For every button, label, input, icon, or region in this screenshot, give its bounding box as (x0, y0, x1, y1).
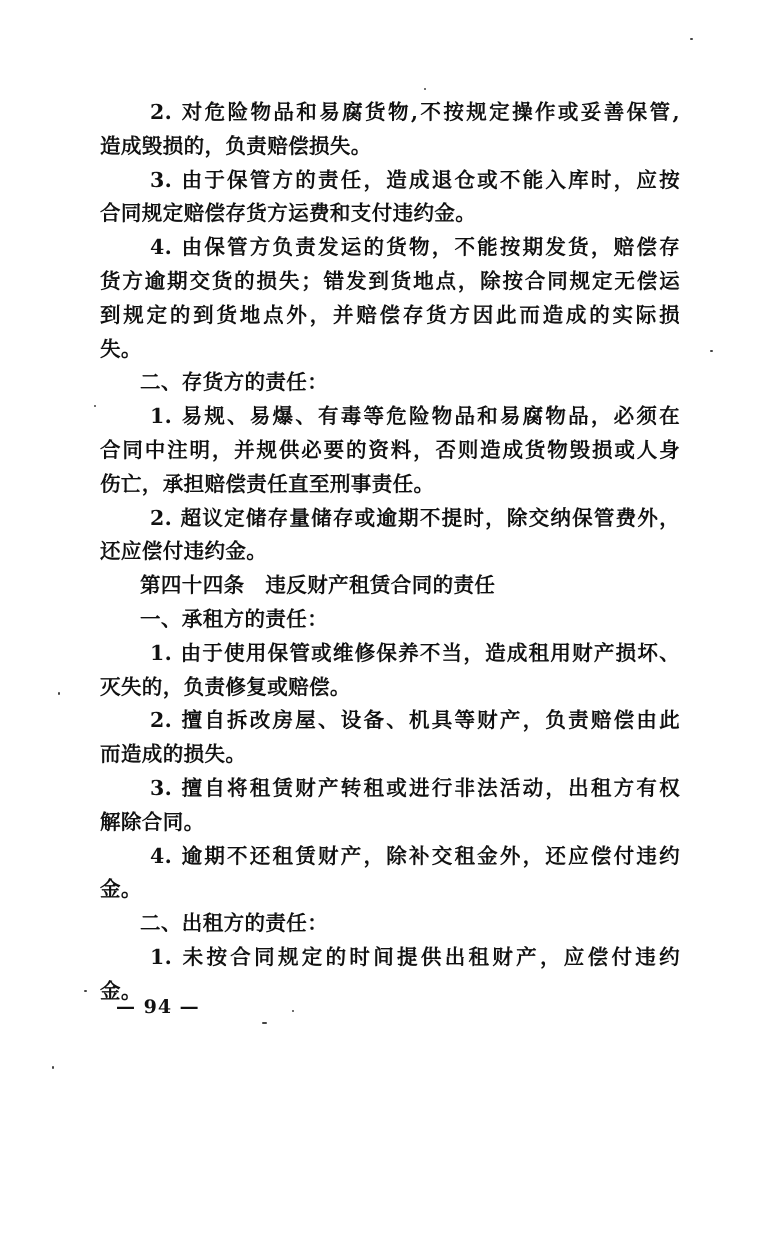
scan-speck (262, 1022, 267, 1024)
paragraph-line: 还应偿付违约金。 (100, 539, 268, 564)
paragraph-line: 1. 由于使用保管或维修保养不当，造成租用财产损坏、 (150, 640, 680, 665)
scan-speck (292, 1010, 294, 1012)
paragraph-line: 4. 逾期不还租赁财产，除补交租金外，还应偿付违约 (150, 843, 680, 868)
article-heading: 第四十四条 违反财产租赁合同的责任 (140, 573, 496, 598)
paragraph-line: 2. 超议定储存量储存或逾期不提时，除交纳保管费外， (150, 505, 680, 530)
section-heading: 二、出租方的责任： (140, 911, 329, 936)
scan-speck (84, 990, 87, 992)
paragraph-line: 解除合同。 (100, 809, 205, 834)
scan-speck (690, 38, 693, 40)
paragraph-line: 2. 对危险物品和易腐货物,不按规定操作或妥善保管, (150, 100, 680, 124)
paragraph-line: 1. 易规、易爆、有毒等危险物品和易腐物品，必须在 (150, 404, 680, 429)
scan-speck (52, 1066, 54, 1069)
paragraph-line: 1. 未按合同规定的时间提供出租财产，应偿付违约 (150, 944, 680, 969)
scan-speck (424, 88, 426, 90)
paragraph-line: 伤亡，承担赔偿责任直至刑事责任。 (100, 471, 435, 496)
paragraph-line: 灭失的，负责修复或赔偿。 (100, 674, 351, 699)
section-heading: 二、存货方的责任： (140, 370, 329, 395)
page-number: — 94 — (116, 996, 200, 1018)
paragraph-line: 合同规定赔偿存货方运费和支付违约金。 (100, 201, 477, 226)
paragraph-line: 金。 (100, 978, 142, 1003)
paragraph-line: 货方逾期交货的损失；错发到货地点，除按合同规定无偿运 (100, 268, 680, 293)
paragraph-line: 而造成的损失。 (100, 742, 247, 767)
paragraph-line: 失。 (100, 336, 142, 361)
paragraph-line: 4. 由保管方负责发运的货物，不能按期发货，赔偿存 (150, 235, 680, 260)
paragraph-line: 2. 擅自拆改房屋、设备、机具等财产，负责赔偿由此 (150, 708, 680, 733)
paragraph-line: 3. 由于保管方的责任，造成退仓或不能入库时，应按 (150, 167, 680, 192)
scan-speck (58, 692, 60, 695)
body-text (100, 96, 680, 1009)
scan-speck (710, 350, 713, 352)
paragraph-line: 合同中注明，并规供必要的资料，否则造成货物毁损或人身 (100, 437, 680, 462)
paragraph-line: 金。 (100, 877, 142, 902)
paragraph-line: 到规定的到货地点外，并赔偿存货方因此而造成的实际损 (100, 302, 680, 327)
paragraph-line: 3. 擅自将租赁财产转租或进行非法活动，出租方有权 (150, 775, 680, 800)
section-heading: 一、承租方的责任： (140, 606, 329, 631)
scan-speck (94, 405, 96, 407)
paragraph-line: 造成毁损的，负责赔偿损失。 (100, 133, 372, 158)
